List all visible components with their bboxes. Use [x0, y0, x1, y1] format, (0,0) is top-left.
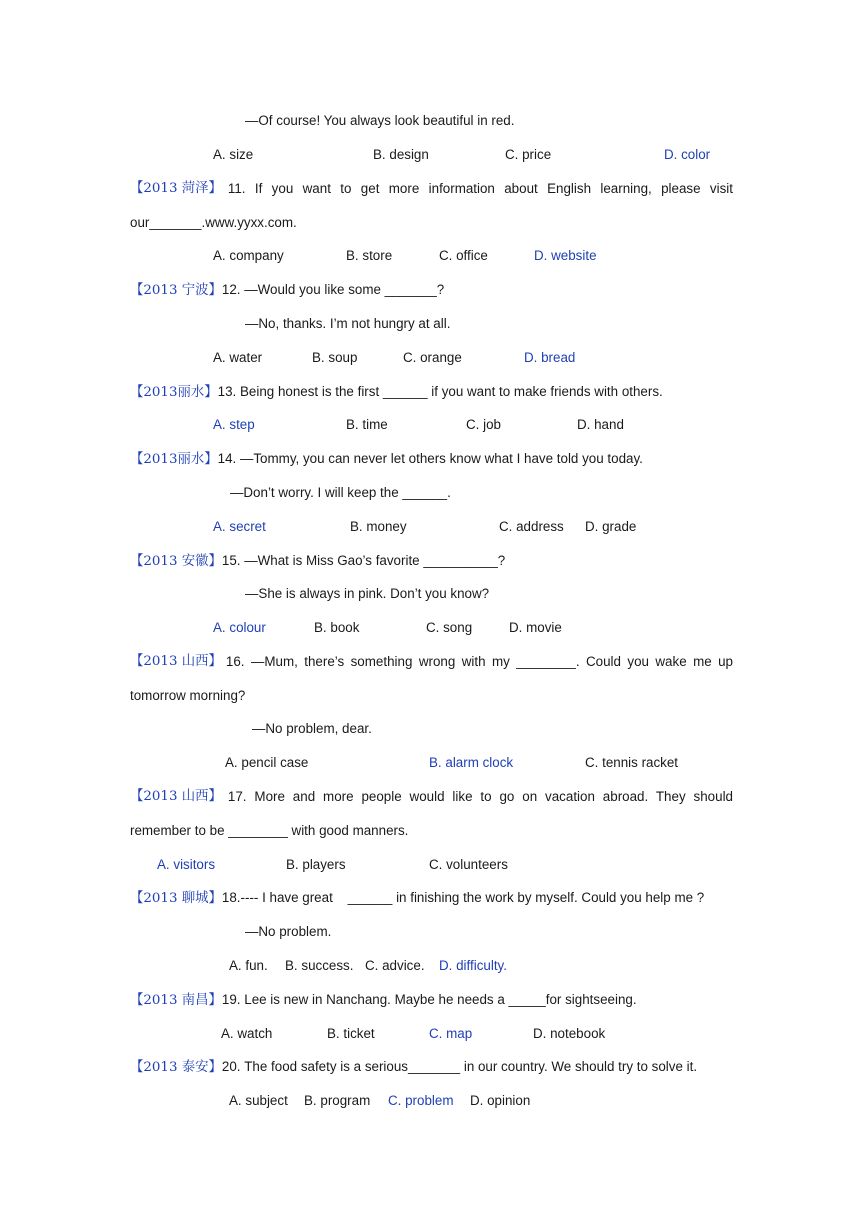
- q13-option-a-answer: A. step: [213, 417, 255, 432]
- q18-option-d-answer: D. difficulty.: [439, 958, 507, 973]
- q20-option-c-answer: C. problem: [388, 1093, 454, 1108]
- q13-text: 13. Being honest is the first ______ if you want to make friends with others.: [217, 384, 663, 399]
- q11-question: [130, 180, 733, 198]
- q18-reply: —No problem.: [245, 924, 332, 939]
- q20-source-tag: 【2013 泰安】: [130, 1060, 222, 1075]
- q12-question: [130, 281, 444, 300]
- q20-question: [130, 1058, 697, 1077]
- q16-text-line2: tomorrow morning?: [130, 688, 246, 703]
- q14-option-a-answer: A. secret: [213, 519, 266, 534]
- q14-option-b: B. money: [350, 519, 407, 534]
- q11-text-line2: our_______.www.yyxx.com.: [130, 215, 297, 230]
- q12-option-b: B. soup: [312, 350, 358, 365]
- q17-text-line2: remember to be ________ with good manners.: [130, 823, 409, 838]
- q12-option-d-answer: D. bread: [524, 350, 576, 365]
- q15-source-tag: 【2013 安徽】: [130, 554, 222, 569]
- q11-text-line1: 11. If you want to get more information about English learning, please visit: [227, 181, 733, 196]
- q15-option-d: D. movie: [509, 620, 562, 635]
- q16-source-tag: 【2013 山西】: [130, 654, 222, 669]
- q19-text: 19. Lee is new in Nanchang. Maybe he needs a _____for sightseeing.: [221, 992, 637, 1007]
- q16-option-c: C. tennis racket: [585, 755, 679, 770]
- q19-option-b: B. ticket: [327, 1026, 375, 1041]
- q12-reply: —No, thanks. I’m not hungry at all.: [245, 316, 451, 331]
- q17-text-line1: 17. More and more people would like to go on vacation abroad. They should: [227, 789, 733, 804]
- q14-question: [130, 450, 643, 469]
- q13-option-d: D. hand: [577, 417, 624, 432]
- q11-option-b: B. store: [346, 248, 393, 263]
- q15-option-c: C. song: [426, 620, 473, 635]
- q19-option-a: A. watch: [221, 1026, 273, 1041]
- q14-source-tag: 【2013丽水】: [130, 452, 218, 467]
- q17-option-c: C. volunteers: [429, 857, 508, 872]
- q20-option-a: A. subject: [229, 1093, 288, 1108]
- q10-option-b: B. design: [373, 147, 429, 162]
- q11-source-tag: 【2013 菏泽】: [130, 181, 222, 196]
- q15-option-a-answer: A. colour: [213, 620, 266, 635]
- q20-option-b: B. program: [304, 1093, 371, 1108]
- q11-option-c: C. office: [439, 248, 488, 263]
- q14-reply: —Don’t worry. I will keep the ______.: [230, 485, 451, 500]
- q16-option-a: A. pencil case: [225, 755, 309, 770]
- q15-option-b: B. book: [314, 620, 360, 635]
- q17-source-tag: 【2013 山西】: [130, 789, 222, 804]
- q17-option-a-answer: A. visitors: [157, 857, 216, 872]
- q10-reply: —Of course! You always look beautiful in red.: [245, 113, 515, 128]
- q18-source-tag: 【2013 聊城】: [130, 891, 222, 906]
- q11-option-a: A. company: [213, 248, 284, 263]
- q14-option-c: C. address: [499, 519, 564, 534]
- q13-source-tag: 【2013丽水】: [130, 385, 218, 400]
- q16-option-b-answer: B. alarm clock: [429, 755, 514, 770]
- q10-option-d-answer: D. color: [664, 147, 711, 162]
- q15-text: 15. —What is Miss Gao’s favorite __________?: [221, 553, 506, 568]
- q17-option-b: B. players: [286, 857, 346, 872]
- q20-option-d: D. opinion: [470, 1093, 531, 1108]
- q20-text: 20. The food safety is a serious_______ in our country. We should try to solve it.: [221, 1059, 698, 1074]
- q18-option-b: B. success.: [285, 958, 354, 973]
- q12-source-tag: 【2013 宁波】: [130, 283, 222, 298]
- q19-source-tag: 【2013 南昌】: [130, 993, 222, 1008]
- q13-question: [130, 383, 663, 402]
- q10-option-a: A. size: [213, 147, 254, 162]
- q14-option-d: D. grade: [585, 519, 637, 534]
- q19-option-c-answer: C. map: [429, 1026, 473, 1041]
- q11-option-d-answer: D. website: [534, 248, 597, 263]
- q13-option-b: B. time: [346, 417, 388, 432]
- q16-reply: —No problem, dear.: [252, 721, 372, 736]
- q12-option-a: A. water: [213, 350, 263, 365]
- q18-option-c: C. advice.: [365, 958, 425, 973]
- q16-text-line1: 16. —Mum, there’s something wrong with my ________. Could you wake me up: [225, 654, 733, 669]
- q14-text: 14. —Tommy, you can never let others know what I have told you today.: [217, 451, 643, 466]
- q12-text: 12. —Would you like some _______?: [221, 282, 445, 297]
- q18-option-a: A. fun.: [229, 958, 268, 973]
- q12-option-c: C. orange: [403, 350, 462, 365]
- q17-question: [130, 788, 733, 806]
- q19-option-d: D. notebook: [533, 1026, 606, 1041]
- q16-question: [130, 653, 733, 671]
- q18-question: [130, 889, 704, 908]
- q15-question: [130, 552, 505, 571]
- q15-reply: —She is always in pink. Don’t you know?: [245, 586, 490, 601]
- q18-text: 18.---- I have great ______ in finishing the work by myself. Could you help me ?: [221, 890, 705, 905]
- q10-option-c: C. price: [505, 147, 552, 162]
- q13-option-c: C. job: [466, 417, 501, 432]
- q19-question: [130, 991, 637, 1010]
